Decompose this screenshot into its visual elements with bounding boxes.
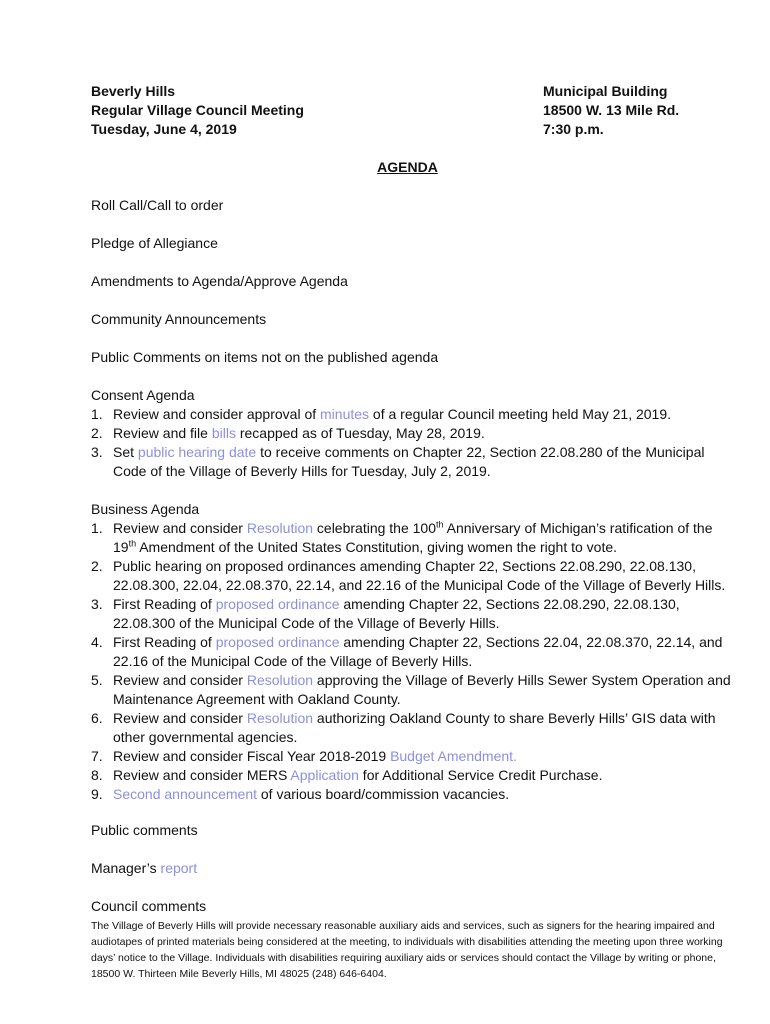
business-agenda-heading: Business Agenda <box>91 501 200 517</box>
list-item: 2. Public hearing on proposed ordinances amending Chapter 22, Sections 22.08.290, 22.08.130, 22.08.300, 22.04, 22.08.370, 22.14, and 22.16 of the Municipal Code of the Village of Beverly Hills. <box>91 558 726 593</box>
list-item: 8. Review and consider MERS Application for Additional Service Credit Purchase. <box>91 767 603 783</box>
venue-address: 18500 W. 13 Mile Rd. <box>543 102 680 118</box>
resolution-link[interactable]: Resolution <box>246 710 314 726</box>
proposed-ordinance-link[interactable]: proposed ordinance <box>215 634 340 650</box>
meeting-time: 7:30 p.m. <box>543 121 604 137</box>
list-item: 1. Review and consider Resolution celebrating the 100th Anniversary of Michigan’s ratification of the 19th Amendment of the United States Constitution, giving women the right to vote. <box>91 519 713 555</box>
meeting-header-right <box>543 82 679 139</box>
second-announcement-link[interactable]: Second announcement <box>113 786 257 802</box>
public-hearing-date-link[interactable]: public hearing date <box>137 444 257 460</box>
resolution-link[interactable]: Resolution <box>246 520 314 536</box>
list-item: 1. Review and consider approval of minutes of a regular Council meeting held May 21, 2019. <box>91 406 672 422</box>
community-announcements: Community Announcements <box>91 311 267 327</box>
list-item: 5. Review and consider Resolution approving the Village of Beverly Hills Sewer System Operation and Maintenance Agreement with Oakland County. <box>91 672 731 707</box>
list-item: 2. Review and file bills recapped as of Tuesday, May 28, 2019. <box>91 425 485 441</box>
council-comments: Council comments <box>91 898 207 914</box>
managers-report: Manager’s report <box>91 860 198 876</box>
proposed-ordinance-link[interactable]: proposed ordinance <box>215 596 340 612</box>
village-name: Beverly Hills <box>91 83 176 99</box>
list-item: 9. Second announcement of various board/commission vacancies. <box>91 786 510 802</box>
consent-agenda-list <box>91 405 731 481</box>
application-link[interactable]: Application <box>290 767 359 783</box>
list-item: 6. Review and consider Resolution authorizing Oakland County to share Beverly Hills’ GIS data with other governmental agencies. <box>91 710 716 745</box>
roll-call: Roll Call/Call to order <box>91 197 224 213</box>
report-link[interactable]: report <box>160 860 198 876</box>
budget-amendment-link[interactable]: Budget Amendment. <box>390 748 517 764</box>
list-item: 3. First Reading of proposed ordinance amending Chapter 22, Sections 22.08.290, 22.08.130, 22.08.300 of the Municipal Code of the Village of Beverly Hills. <box>91 596 680 631</box>
venue-name: Municipal Building <box>543 83 668 99</box>
amendments-to-agenda: Amendments to Agenda/Approve Agenda <box>91 273 348 289</box>
business-agenda-list <box>91 519 731 804</box>
consent-agenda-heading: Consent Agenda <box>91 387 195 403</box>
resolution-link[interactable]: Resolution <box>246 672 314 688</box>
public-comments: Public comments <box>91 822 198 838</box>
meeting-type: Regular Village Council Meeting <box>91 102 304 118</box>
accessibility-disclaimer: The Village of Beverly Hills will provide necessary reasonable auxiliary aids and services, such as signers for the hearing impaired and audiotapes of printed materials being considered at the meeting, to individuals with disabilities attending the meeting upon three working days’ notice to the Village. Individuals with disabilities requiring auxiliary aids or services should contact the Village by writing or phone, 18500 W. Thirteen Mile Beverly Hills, MI 48025 (248) 646-6404. <box>91 920 723 980</box>
meeting-header-left <box>91 82 304 139</box>
meeting-date: Tuesday, June 4, 2019 <box>91 121 237 137</box>
list-item: 3. Set public hearing date to receive comments on Chapter 22, Section 22.08.280 of the Municipal Code of the Village of Beverly Hills for Tuesday, July 2, 2019. <box>91 444 705 479</box>
bills-link[interactable]: bills <box>211 425 236 441</box>
list-item: 4. First Reading of proposed ordinance amending Chapter 22, Sections 22.04, 22.08.370, 22.14, and 22.16 of the Municipal Code of the Village of Beverly Hills. <box>91 634 723 669</box>
minutes-link[interactable]: minutes <box>320 406 370 422</box>
public-comments-unlisted: Public Comments on items not on the published agenda <box>91 349 439 365</box>
pledge-of-allegiance: Pledge of Allegiance <box>91 235 218 251</box>
list-item: 7. Review and consider Fiscal Year 2018-2019 Budget Amendment. <box>91 748 517 764</box>
agenda-title: AGENDA <box>377 159 438 175</box>
